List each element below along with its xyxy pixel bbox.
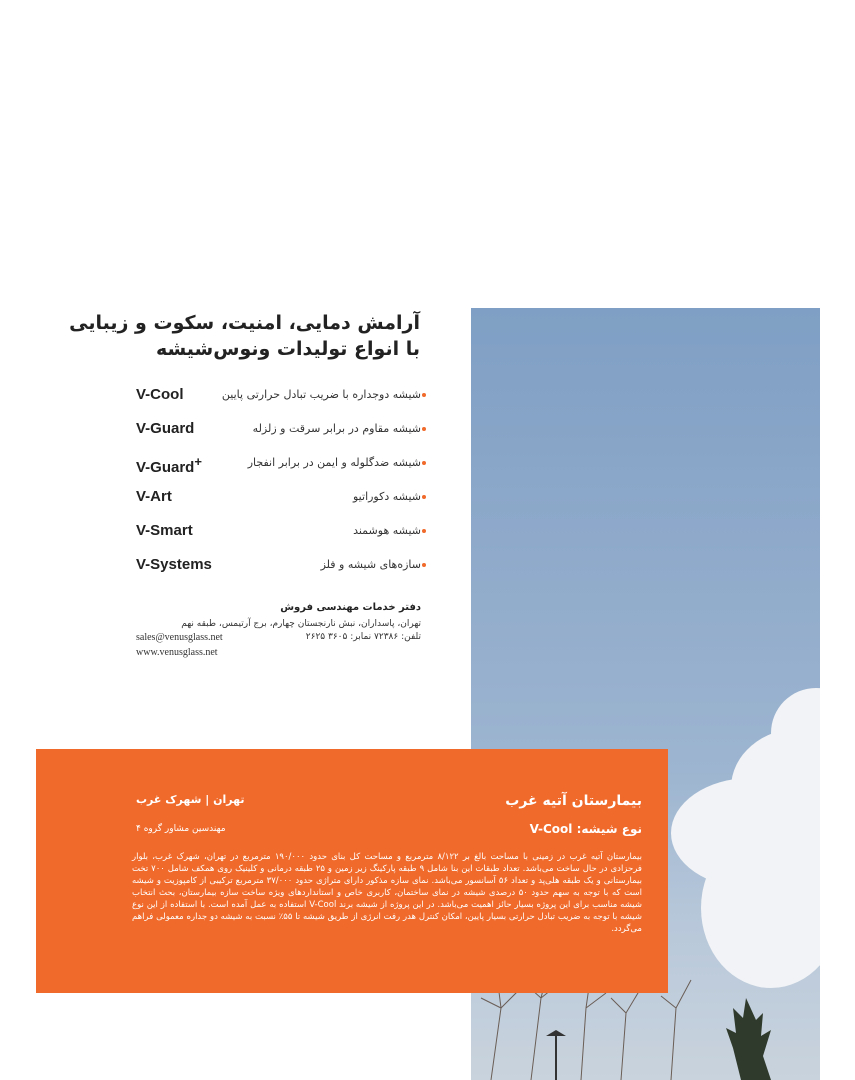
- project-box: [36, 749, 668, 993]
- bullet-icon: [422, 563, 426, 567]
- bullet-icon: [422, 529, 426, 533]
- product-description: شیشه هوشمند: [353, 524, 421, 537]
- plus-mark: +: [194, 454, 202, 469]
- product-description: سازه‌های شیشه و فلز: [320, 558, 421, 571]
- product-row: [136, 486, 421, 520]
- product-brand: V-Smart: [136, 522, 193, 539]
- product-row: [136, 452, 421, 486]
- product-brand: V-Guard+: [136, 454, 202, 476]
- contact-line: [136, 632, 421, 647]
- product-row: [136, 384, 421, 418]
- product-brand: V-Guard: [136, 420, 195, 437]
- headline: [69, 310, 420, 362]
- contact-block: [136, 602, 421, 658]
- product-brand: V-Art: [136, 488, 172, 505]
- product-row: [136, 418, 421, 452]
- headline-line-1: آرامش دمایی، امنیت، سکوت و زیبایی: [69, 312, 420, 334]
- product-list: [136, 384, 421, 588]
- bullet-icon: [422, 495, 426, 499]
- contact-website[interactable]: www.venusglass.net: [136, 647, 218, 658]
- project-engineer: مهندسین مشاور گروه ۴: [136, 824, 226, 834]
- product-row: [136, 554, 421, 588]
- project-glass-type: نوع شیشه: V-Cool: [529, 822, 642, 836]
- contact-address: تهران، پاسداران، نبش نارنجستان چهارم، برج آرتیمس، طبقه نهم: [181, 619, 421, 629]
- contact-phone: تلفن: ۷۲۳۸۶ نمابر: ۳۶۰۵ ۲۶۲۵: [305, 632, 421, 642]
- contact-email[interactable]: sales@venusglass.net: [136, 632, 223, 643]
- product-description: شیشه دکوراتیو: [353, 490, 421, 503]
- bullet-icon: [422, 461, 426, 465]
- product-brand: V-Cool: [136, 386, 184, 403]
- product-row: [136, 520, 421, 554]
- product-description: شیشه مقاوم در برابر سرقت و زلزله: [252, 422, 421, 435]
- contact-title: دفتر خدمات مهندسی فروش: [280, 602, 421, 613]
- product-description: شیشه دوجداره با ضریب تبادل حرارتی پایین: [221, 388, 421, 401]
- headline-line-2: با انواع تولیدات ونوس‌شیشه: [155, 338, 420, 360]
- product-description: شیشه ضدگلوله و ایمن در برابر انفجار: [247, 456, 421, 469]
- project-description: بیمارستان آتیه غرب در زمینی با مساحت بالغ بر ۸/۱۲۲ مترمربع و مساحت کل بنای حدود ۱۹۰/۰۰۰ مترمربع در تهران، شهرک غرب، بلوار فرحزادی در حال ساخت می‌باشد. تعداد طبقات این بنا شامل ۹ طبقه پارکینگ زیر زمین و ۲۵ طبقه درمانی و کلینیک روی همکف شامل ۷۰۰ تخت بیمارستانی و یک طبقه هلی‌پد و تعداد ۵۶ آسانسور می‌باشد. نمای سازه مذکور دارای متراژی حدود ۳۷/۰۰۰ مترمربع ترکیبی از کامپوزیت و شیشه است که با توجه به سهم حدود ۵۰ درصدی شیشه در نمای ساختمان، کاربری خاص و استانداردهای ویژه ساخت سازه بیمارستان، بحث انتخاب شیشه مناسب برای این پروژه بسیار حائز اهمیت می‌باشد. در این پروژه از شیشه برند V-Cool استفاده به عمل آمده است. با استفاده از این نوع شیشه با توجه به ضریب تبادل حرارتی بسیار پایین، امکان کنترل هدر رفت انرژی از طریق شیشه تا ۵۵٪ نسبت به شیشه دو جداره معمولی فراهم می‌گردد.: [132, 852, 642, 934]
- project-title: بیمارستان آتیه غرب: [505, 793, 642, 809]
- bullet-icon: [422, 393, 426, 397]
- product-brand: V-Systems: [136, 556, 212, 573]
- project-city: تهران | شهرک غرب: [136, 793, 245, 806]
- bullet-icon: [422, 427, 426, 431]
